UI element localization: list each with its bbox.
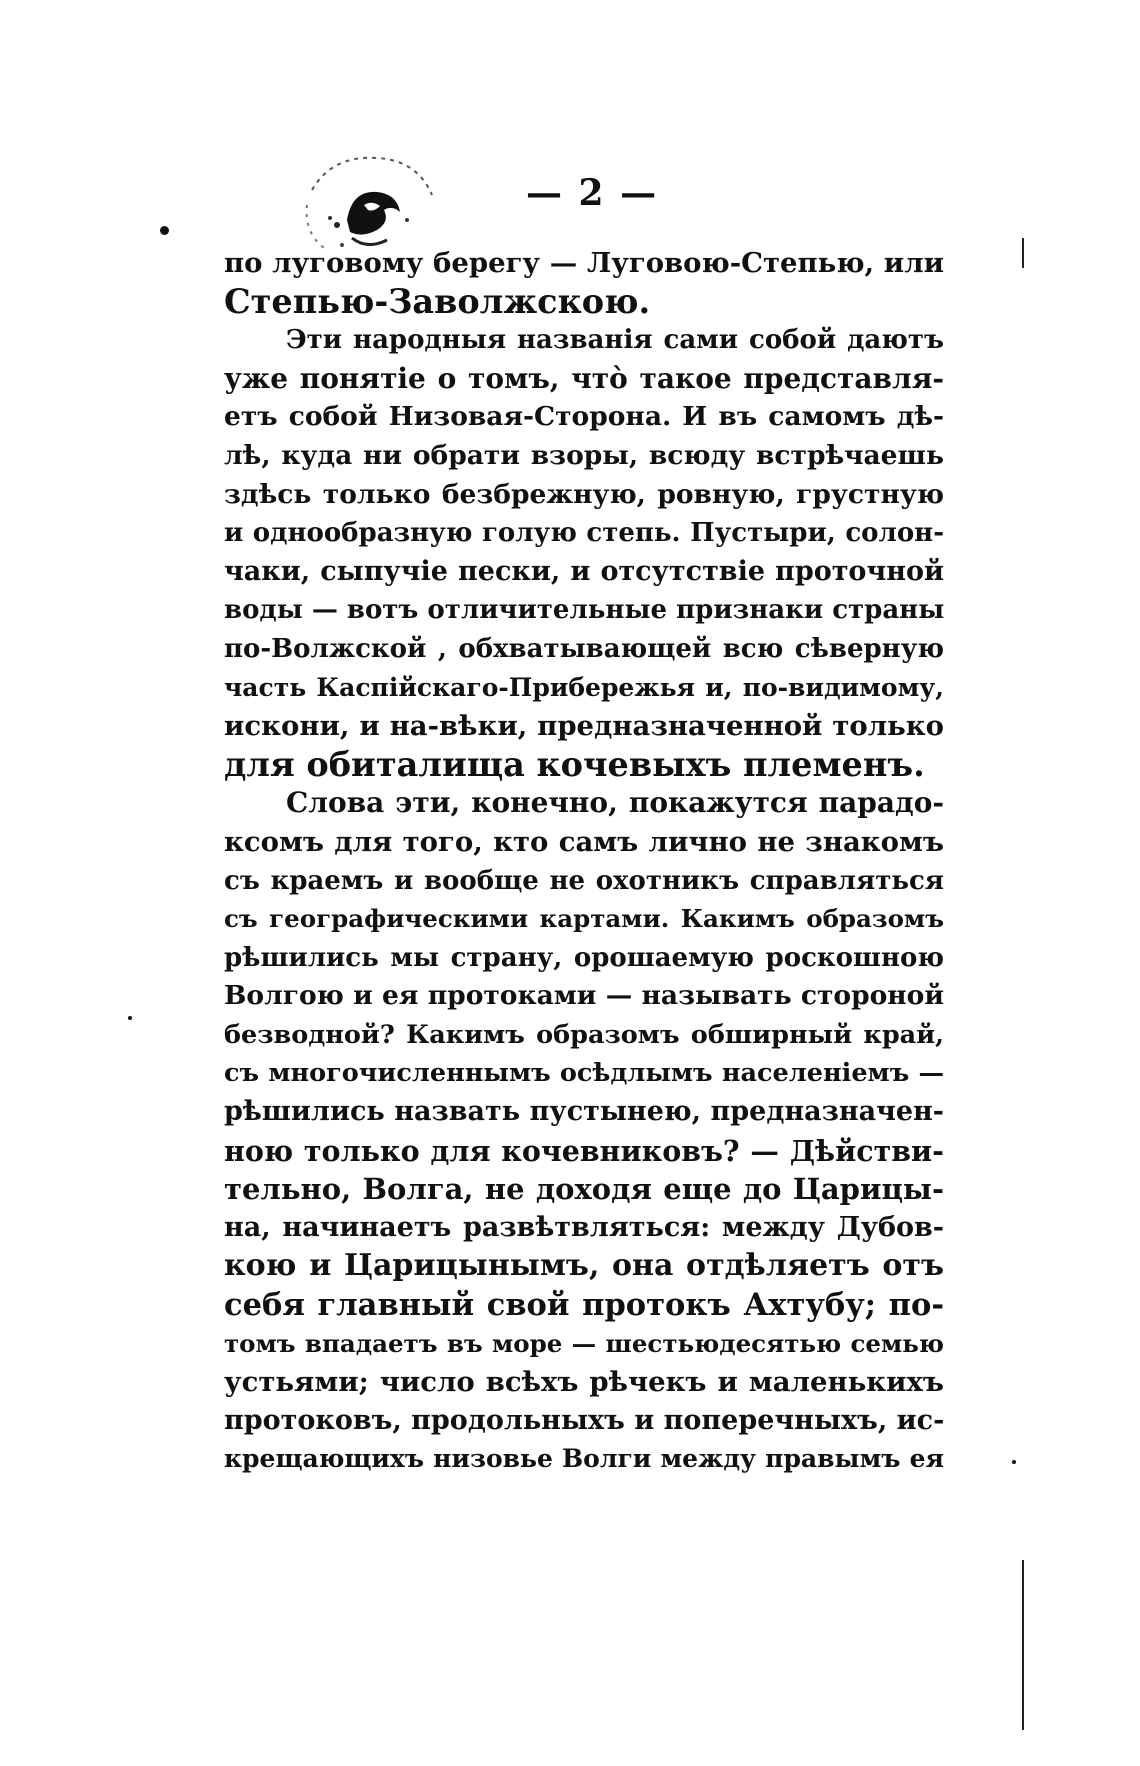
text-line: Степью-Заволжскою.: [224, 282, 651, 321]
margin-mark: [1012, 1460, 1016, 1464]
text-line: съ географическими картами. Какимъ образомъ: [224, 904, 944, 934]
text-line: томъ впадаетъ въ море — шестьюдесятью семью: [224, 1328, 944, 1358]
text-line: Эти народныя названія сами собой даютъ: [286, 325, 944, 356]
text-line: тельно, Волга, не доходя еще до Царицы-: [224, 1172, 944, 1207]
text-line: уже понятіе о томъ, что̀ такое представля-: [224, 361, 944, 395]
text-line: ною только для кочевниковъ? — Дѣйстви-: [224, 1133, 944, 1168]
text-line: съ краемъ и вообще не охотникъ справляться: [224, 865, 944, 896]
text-line: себя главный свой протокъ Ахтубу; по-: [224, 1287, 944, 1324]
text-line: етъ собой Низовая-Сторона. И въ самомъ дѣ-: [224, 401, 944, 433]
text-line: по-Волжской , обхватывающей всю сѣверную: [224, 633, 944, 664]
text-line: часть Каспійскаго-Прибережья и, по-видимому,: [224, 672, 944, 702]
text-line: Слова эти, конечно, покажутся парадо-: [286, 786, 944, 820]
margin-mark: [128, 1016, 132, 1020]
text-line: устьями; число всѣхъ рѣчекъ и маленькихъ: [224, 1366, 944, 1399]
text-line: лѣ, куда ни обрати взоры, всюду встрѣчаешь: [224, 439, 944, 471]
text-line: искони, и на-вѣки, предназначенной только: [224, 710, 944, 743]
text-line: протоковъ, продольныхъ и поперечныхъ, ис-: [224, 1404, 944, 1436]
page-edge-line: [1022, 1560, 1024, 1730]
text-line: рѣшились назвать пустынею, предназначен-: [224, 1096, 944, 1128]
text-line: воды — вотъ отличительные признаки страны: [224, 595, 944, 626]
text-line: на, начинаетъ развѣтвляться: между Дубов-: [224, 1211, 944, 1243]
page-number: — 2 —: [526, 172, 659, 214]
text-line: для обиталища кочевыхъ племенъ.: [224, 745, 925, 784]
text-line: здѣсь только безбрежную, ровную, грустную: [224, 478, 944, 510]
body-text: [224, 244, 944, 1479]
text-line: рѣшились мы страну, орошаемую роскошною: [224, 942, 944, 973]
text-line: безводной? Какимъ образомъ обширный край,: [224, 1019, 944, 1050]
text-line: чаки, сыпучіе пески, и отсутствіе проточной: [224, 555, 944, 587]
page-edge-line: [1022, 238, 1024, 268]
text-line: крещающихъ низовье Волги между правымъ ея: [224, 1444, 944, 1474]
text-line: по луговому берегу — Луговою-Степью, или: [224, 247, 944, 279]
text-line: кою и Царицынымъ, она отдѣляетъ отъ: [224, 1248, 944, 1284]
margin-mark: [160, 226, 169, 235]
text-line: и однообразную голую степь. Пустыри, солон-: [224, 518, 944, 549]
text-line: ксомъ для того, кто самъ лично не знакомъ: [224, 825, 944, 858]
text-line: съ многочисленнымъ осѣдлымъ населеніемъ —: [224, 1058, 944, 1089]
text-line: Волгою и ея протоками — называть стороной: [224, 980, 944, 1012]
